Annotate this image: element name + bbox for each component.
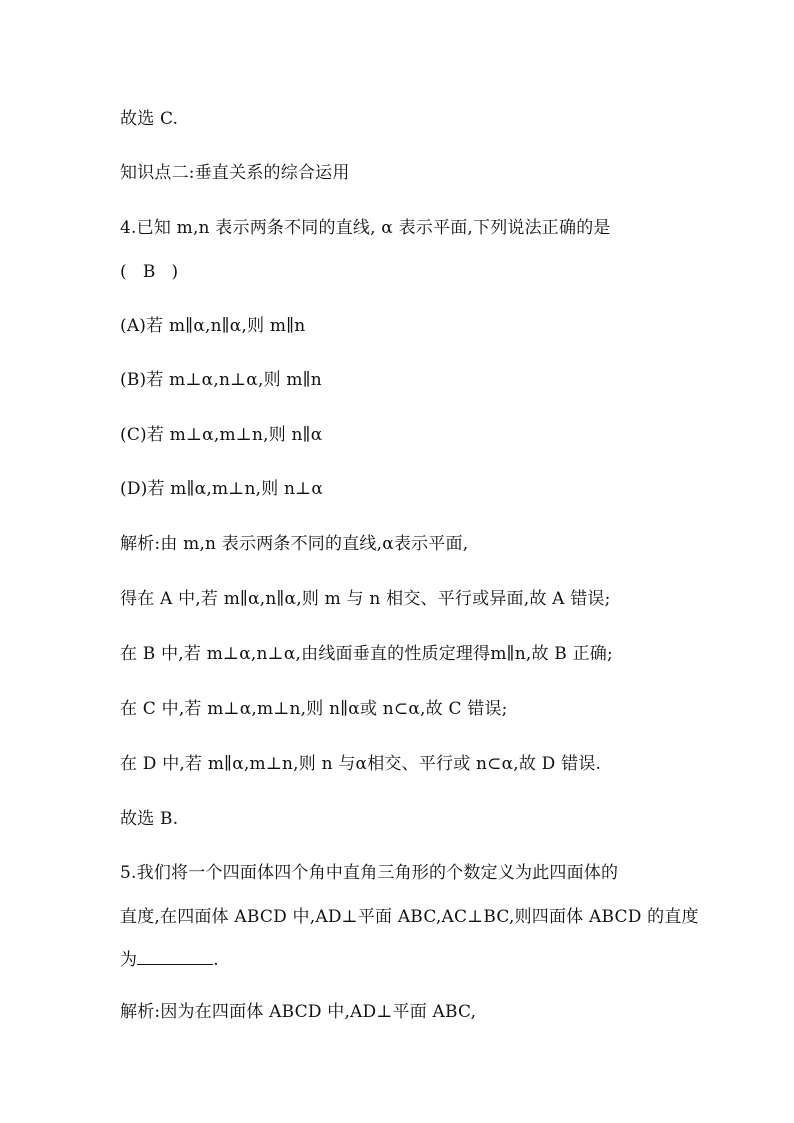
q5-stem-suffix: . — [213, 950, 219, 970]
q4-stem: 4.已知 m,n 表示两条不同的直线, α 表示平面,下列说法正确的是 — [120, 218, 611, 238]
q4-option-d: (D)若 m∥α,m⊥n,则 n⊥α — [120, 479, 324, 499]
q4-analysis-line: 得在 A 中,若 m∥α,n∥α,则 m 与 n 相交、平行或异面,故 A 错误; — [120, 589, 611, 609]
q4-analysis-line: 解析:由 m,n 表示两条不同的直线,α表示平面, — [120, 534, 469, 554]
q4-answer-paren: ( B ) — [120, 262, 179, 282]
q4-analysis-line: 在 C 中,若 m⊥α,m⊥n,则 n∥α或 n⊂α,故 C 错误; — [120, 699, 508, 719]
answer-blank — [137, 946, 213, 965]
q5-analysis-line: 解析:因为在四面体 ABCD 中,AD⊥平面 ABC, — [120, 1002, 477, 1022]
q4-option-b: (B)若 m⊥α,n⊥α,则 m∥n — [120, 370, 322, 390]
q4-option-a: (A)若 m∥α,n∥α,则 m∥n — [120, 316, 306, 336]
section-heading: 知识点二:垂直关系的综合运用 — [120, 163, 350, 183]
q5-stem-line: 直度,在四面体 ABCD 中,AD⊥平面 ABC,AC⊥BC,则四面体 ABCD 的直度 — [120, 907, 699, 927]
q5-stem-line: 5.我们将一个四面体四个角中直角三角形的个数定义为此四面体的 — [120, 863, 619, 883]
q4-option-c: (C)若 m⊥α,m⊥n,则 n∥α — [120, 425, 323, 445]
q4-conclusion: 故选 B. — [120, 809, 179, 829]
q4-analysis-line: 在 B 中,若 m⊥α,n⊥α,由线面垂直的性质定理得m∥n,故 B 正确; — [120, 644, 613, 664]
q3-conclusion: 故选 C. — [120, 109, 179, 129]
q5-stem-line-3 — [120, 946, 219, 971]
q5-stem-prefix: 为 — [120, 950, 138, 970]
q4-analysis-line: 在 D 中,若 m∥α,m⊥n,则 n 与α相交、平行或 n⊂α,故 D 错误. — [120, 754, 602, 774]
